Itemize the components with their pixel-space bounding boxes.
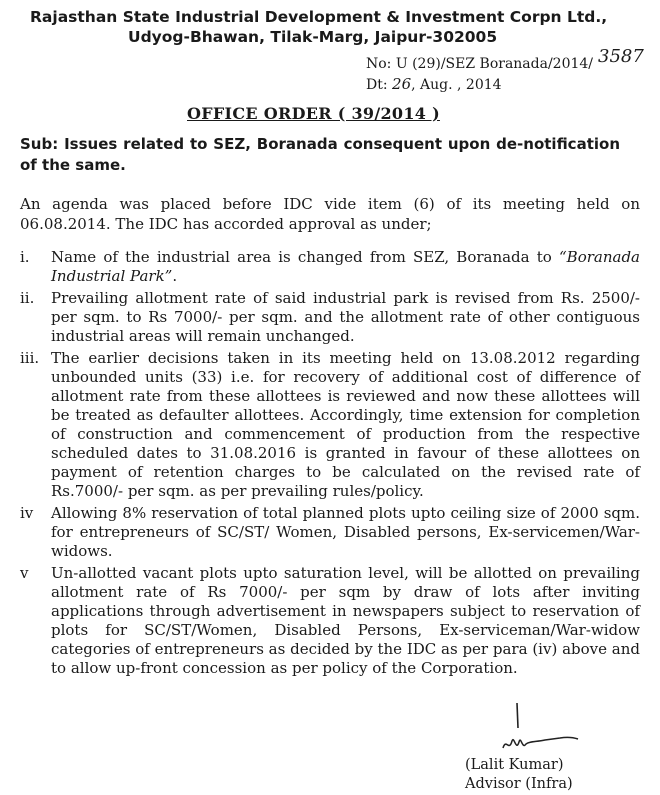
list-item-text: Un-allotted vacant plots upto saturation level, will be allotted on prevailing allotment rate of Rs 7000/- per sqm by draw of lots after inviting applications through advertisement in newspapers subject to reservation of plots for SC/ST/Women, Disabled Persons, Ex-serviceman/War-widow categories of entrepreneurs as decided by the IDC as per para (iv) above and to allow up-front concession as per policy of the Corporation. — [51, 564, 640, 677]
signatory-name: (Lalit Kumar) — [465, 757, 564, 773]
reference-date-prefix: Dt: — [366, 77, 393, 93]
signature-stroke — [517, 703, 518, 728]
list-item-text: Allowing 8% reservation of total planned plots upto ceiling size of 2000 sqm. for entrepreneurs of SC/ST/ Women, Disabled persons, Ex-servicemen/War-widows. — [51, 504, 640, 560]
intro-paragraph: An agenda was placed before IDC vide item (6) of its meeting held on 06.08.2014. The IDC has accorded approval as under; — [20, 195, 640, 233]
signatory-designation: Advisor (Infra) — [465, 776, 573, 792]
handwritten-reference-number: 3587 — [598, 46, 644, 67]
list-item-number: v — [20, 564, 29, 582]
document-title: OFFICE ORDER ( 39/2014 ) — [187, 104, 440, 123]
list-item-text: Prevailing allotment rate of said industrial park is revised from Rs. 2500/- per sqm. to Rs 7000/- per sqm. and the allotment rate of other contiguous industrial areas will remain unchanged. — [51, 289, 640, 345]
reference-date-rest: , Aug. , 2014 — [411, 77, 502, 93]
list-item-text-part: . — [172, 267, 178, 285]
list-item-number: iv — [20, 504, 34, 522]
list-item-text: The earlier decisions taken in its meeting held on 13.08.2012 regarding unbounded units (33) i.e. for recovery of additional cost of difference of allotment rate from these allottees is reviewed and now these allottees will be treated as defaulter allottees. Accordingly, time extension for completion of construction and commencement of production from the respective scheduled dates to 31.08.2016 is granted in favour of these allottees on payment of retention charges to be calculated on the revised rate of Rs.7000/- per sqm. as per prevailing rules/policy. — [51, 349, 640, 500]
list-item-number: ii. — [20, 289, 35, 307]
reference-number-prefix: No: U (29)/SEZ Boranada/2014/ — [366, 56, 594, 72]
signature-stroke — [503, 737, 578, 748]
park-name-italic: “Boranada Industrial Park” — [51, 248, 640, 285]
list-item-text-part: Name of the industrial area is changed from SEZ, Boranada to — [51, 248, 560, 266]
list-item-number: i. — [20, 248, 30, 266]
organization-address: Udyog-Bhawan, Tilak-Marg, Jaipur-302005 — [128, 28, 498, 46]
organization-name: Rajasthan State Industrial Development & Investment Corpn Ltd., — [30, 8, 608, 26]
handwritten-date-day: 26 — [392, 75, 412, 93]
subject-line: Sub: Issues related to SEZ, Boranada consequent upon de-notification of the same. — [20, 135, 620, 174]
list-item-number: iii. — [20, 349, 40, 367]
